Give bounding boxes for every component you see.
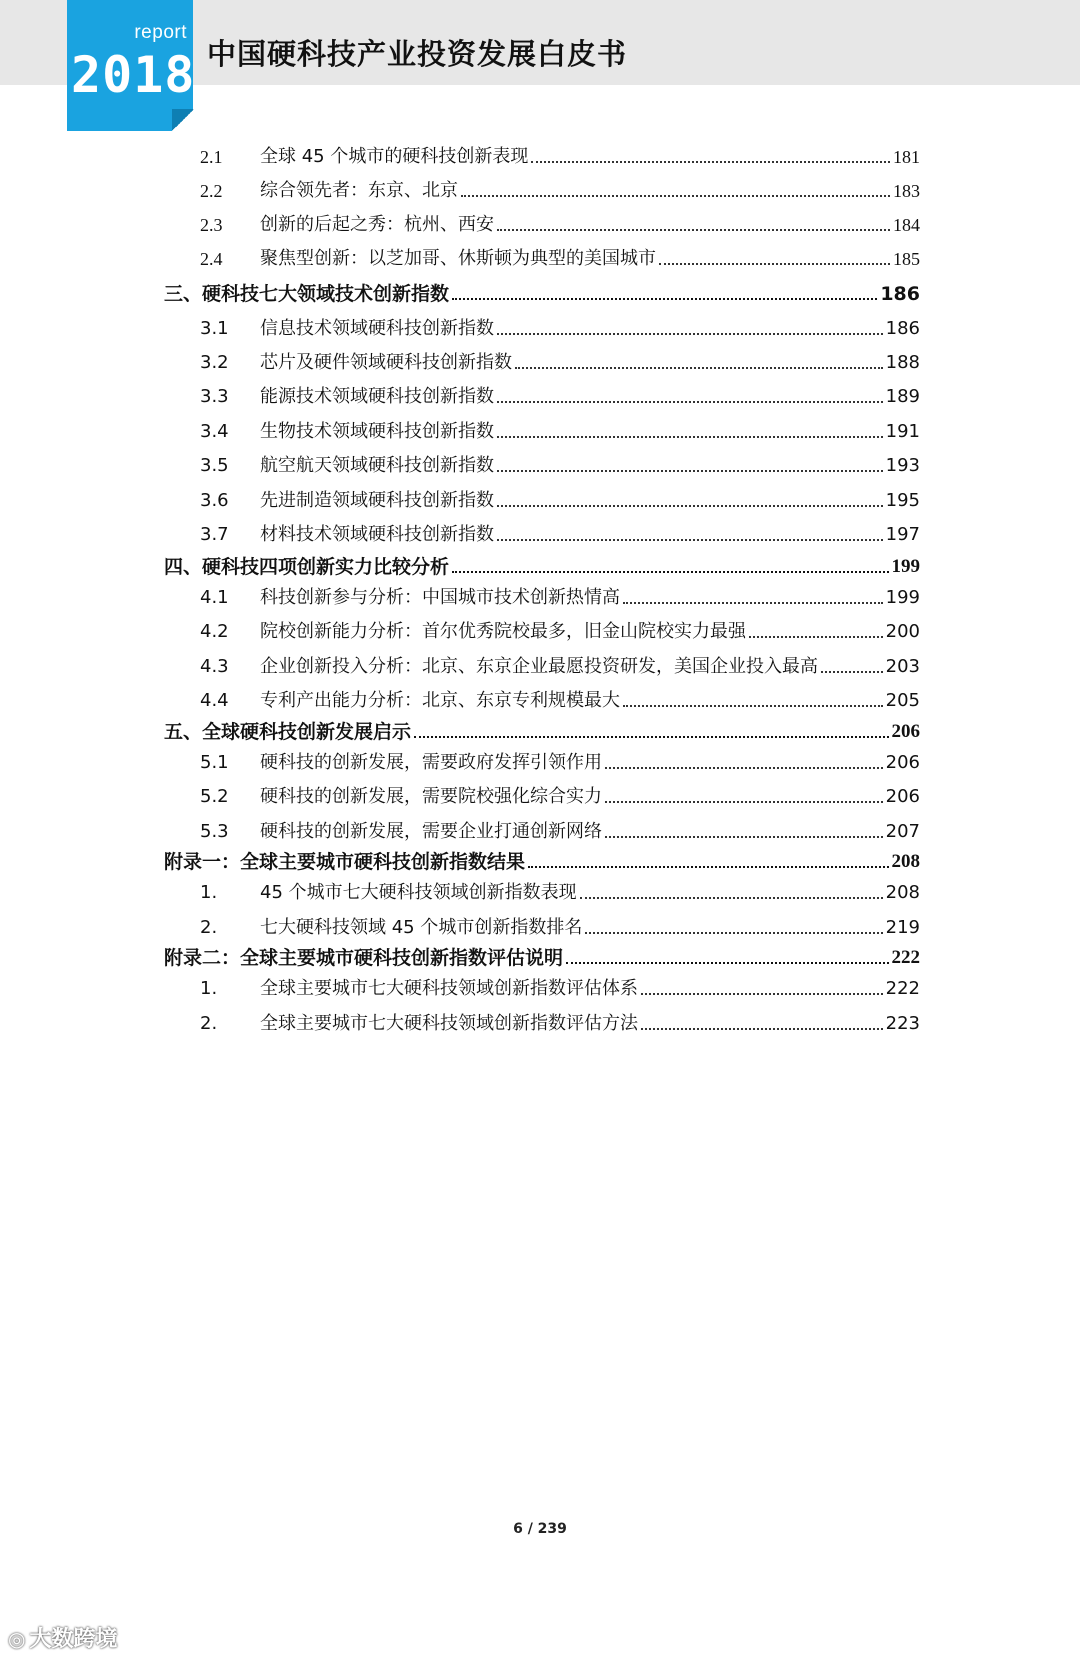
toc-leader-dots	[497, 228, 890, 231]
toc-leader-dots	[452, 570, 888, 573]
toc-entry-number: 3.7	[200, 524, 229, 545]
toc-entry[interactable]	[200, 746, 920, 774]
toc-leader-dots	[749, 635, 883, 638]
toc-entry-number: 3.5	[200, 455, 229, 476]
toc-entry-title: 院校创新能力分析：首尔优秀院校最多，旧金山院校实力最强	[260, 621, 746, 642]
toc-entry-number: 3.1	[200, 318, 229, 339]
page-number: 6 / 239	[513, 1521, 567, 1537]
toc-entry-page: 195	[885, 490, 920, 511]
toc-leader-dots	[528, 865, 888, 868]
toc-leader-dots	[566, 961, 888, 964]
toc-entry-number: 3.3	[200, 386, 229, 407]
toc-entry-page: 223	[885, 1013, 920, 1034]
toc-entry-number: 4.2	[200, 621, 229, 642]
toc-entry-title: 创新的后起之秀：杭州、西安	[260, 214, 494, 235]
toc-entry[interactable]	[200, 449, 920, 477]
toc-entry-title: 七大硬科技领域 45 个城市创新指数排名	[260, 917, 583, 938]
toc-entry[interactable]	[200, 650, 920, 678]
watermark-text: 大数跨境	[29, 1627, 118, 1652]
toc-entry-page: 189	[885, 386, 920, 407]
toc-chapter[interactable]	[164, 845, 920, 873]
toc-chapter-title: 附录二：全球主要城市硬科技创新指数评估说明	[164, 947, 564, 969]
toc-entry-number: 5.1	[200, 752, 229, 773]
toc-entry[interactable]	[200, 972, 920, 1000]
toc-leader-dots	[414, 735, 888, 738]
toc-entry-title: 航空航天领域硬科技创新指数	[260, 455, 494, 476]
toc-entry-page: 197	[885, 524, 920, 545]
toc-entry-title: 企业创新投入分析：北京、东京企业最愿投资研发，美国企业投入最高	[260, 656, 818, 677]
toc-entry-number: 1.	[200, 978, 218, 999]
toc-entry-number: 4.4	[200, 690, 229, 711]
toc-entry-title: 硬科技的创新发展，需要企业打通创新网络	[260, 821, 602, 842]
toc-chapter-page: 206	[891, 721, 920, 742]
toc-entry-page: 181	[893, 147, 920, 167]
toc-chapter-title: 三、硬科技七大领域技术创新指数	[164, 283, 450, 305]
toc-leader-dots	[461, 194, 890, 197]
toc-entry-title: 硬科技的创新发展，需要政府发挥引领作用	[260, 752, 602, 773]
toc-entry-number: 3.4	[200, 421, 229, 442]
toc-leader-dots	[605, 766, 883, 769]
toc-chapter-title: 附录一：全球主要城市硬科技创新指数结果	[164, 851, 526, 873]
toc-chapter-title: 四、硬科技四项创新实力比较分析	[164, 556, 450, 578]
toc-leader-dots	[659, 262, 890, 265]
toc-entry[interactable]	[200, 346, 920, 374]
toc-leader-dots	[531, 160, 890, 163]
toc-leader-dots	[497, 332, 883, 335]
toc-entry-number: 2.3	[200, 215, 223, 235]
toc-entry-title: 材料技术领域硬科技创新指数	[260, 524, 494, 545]
toc-entry-number: 2.1	[200, 147, 223, 167]
toc-entry-title: 信息技术领域硬科技创新指数	[260, 318, 494, 339]
toc-entry[interactable]	[200, 484, 920, 512]
toc-entry-page: 186	[885, 318, 920, 339]
toc-entry[interactable]	[200, 615, 920, 643]
toc-entry-number: 3.2	[200, 352, 229, 373]
toc-entry[interactable]	[200, 415, 920, 443]
toc-leader-dots	[497, 400, 883, 403]
toc-entry-title: 生物技术领域硬科技创新指数	[260, 421, 494, 442]
toc-entry-page: 206	[885, 752, 920, 773]
toc-entry-page: 200	[885, 621, 920, 642]
toc-entry-page: 184	[893, 215, 920, 235]
toc-entry[interactable]	[200, 174, 920, 202]
toc-leader-dots	[641, 992, 883, 995]
toc-entry-number: 4.1	[200, 587, 229, 608]
watermark	[8, 1622, 117, 1653]
toc-entry-title: 全球主要城市七大硬科技领域创新指数评估方法	[260, 1013, 638, 1034]
toc-entry-page: 205	[885, 690, 920, 711]
toc-leader-dots	[605, 835, 883, 838]
toc-entry-page: 199	[885, 587, 920, 608]
logo-year-text: 2018	[71, 46, 196, 104]
toc-leader-dots	[452, 297, 877, 300]
toc-entry-number: 5.2	[200, 786, 229, 807]
toc-entry[interactable]	[200, 380, 920, 408]
toc-entry-page: 183	[893, 181, 920, 201]
toc-entry-title: 综合领先者：东京、北京	[260, 180, 458, 201]
toc-entry[interactable]	[200, 312, 920, 340]
toc-entry[interactable]	[200, 518, 920, 546]
document-title: 中国硬科技产业投资发展白皮书	[207, 37, 628, 71]
toc-chapter-page: 208	[891, 851, 920, 872]
toc-entry-page: 206	[885, 786, 920, 807]
toc-entry-title: 先进制造领域硬科技创新指数	[260, 490, 494, 511]
toc-leader-dots	[641, 1027, 883, 1030]
toc-entry-number: 3.6	[200, 490, 229, 511]
toc-leader-dots	[580, 896, 883, 899]
toc-entry-number: 1.	[200, 882, 218, 903]
toc-leader-dots	[515, 366, 883, 369]
toc-entry-title: 专利产出能力分析：北京、东京专利规模最大	[260, 690, 620, 711]
toc-entry-page: 191	[885, 421, 920, 442]
toc-entry[interactable]	[200, 815, 920, 843]
toc-entry[interactable]	[200, 581, 920, 609]
toc-entry-number: 5.3	[200, 821, 229, 842]
toc-leader-dots	[623, 704, 883, 707]
toc-entry-title: 全球主要城市七大硬科技领域创新指数评估体系	[260, 978, 638, 999]
toc-leader-dots	[623, 601, 883, 604]
toc-entry-title: 硬科技的创新发展，需要院校强化综合实力	[260, 786, 602, 807]
toc-entry-number: 2.2	[200, 181, 223, 201]
toc-entry-page: 222	[885, 978, 920, 999]
toc-entry[interactable]	[200, 876, 920, 904]
toc-entry-page: 188	[885, 352, 920, 373]
toc-leader-dots	[585, 931, 882, 934]
logo-report-text: report	[134, 22, 187, 43]
toc-leader-dots	[497, 435, 883, 438]
toc-entry-number: 2.	[200, 917, 218, 938]
toc-entry[interactable]	[200, 208, 920, 236]
toc-entry-title: 聚焦型创新：以芝加哥、休斯顿为典型的美国城市	[260, 248, 656, 269]
toc-entry[interactable]	[200, 780, 920, 808]
toc-entry-number: 2.	[200, 1013, 218, 1034]
toc-entry-page: 219	[885, 917, 920, 938]
toc-entry-page: 208	[885, 882, 920, 903]
toc-chapter-page: 199	[891, 556, 920, 577]
toc-entry-title: 芯片及硬件领域硬科技创新指数	[260, 352, 512, 373]
toc-entry[interactable]	[200, 911, 920, 939]
toc-entry-title: 科技创新参与分析：中国城市技术创新热情高	[260, 587, 620, 608]
toc-chapter-page: 186	[880, 283, 920, 305]
toc-entry-page: 193	[885, 455, 920, 476]
toc-entry[interactable]	[200, 1007, 920, 1035]
toc-leader-dots	[497, 469, 883, 472]
toc-entry-title: 能源技术领域硬科技创新指数	[260, 386, 494, 407]
toc-entry-page: 207	[885, 821, 920, 842]
toc-chapter[interactable]	[164, 715, 920, 743]
toc-entry-title: 全球 45 个城市的硬科技创新表现	[260, 146, 529, 167]
toc-entry[interactable]	[200, 242, 920, 270]
watermark-logo-icon: ◎	[8, 1627, 26, 1651]
toc-leader-dots	[605, 800, 883, 803]
toc-leader-dots	[497, 538, 883, 541]
toc-chapter-page: 222	[891, 947, 920, 968]
toc-entry-page: 203	[885, 656, 920, 677]
toc-chapter[interactable]	[164, 550, 920, 578]
toc-entry[interactable]	[200, 684, 920, 712]
toc-entry-number: 4.3	[200, 656, 229, 677]
toc-chapter-title: 五、全球硬科技创新发展启示	[164, 721, 412, 743]
toc-chapter[interactable]	[164, 941, 920, 969]
toc-chapter[interactable]	[164, 277, 920, 305]
toc-entry-title: 45 个城市七大硬科技领域创新指数表现	[260, 882, 577, 903]
toc-entry-page: 185	[893, 249, 920, 269]
toc-entry-number: 2.4	[200, 249, 223, 269]
toc-entry[interactable]	[200, 140, 920, 168]
toc-leader-dots	[821, 670, 883, 673]
toc-leader-dots	[497, 504, 883, 507]
